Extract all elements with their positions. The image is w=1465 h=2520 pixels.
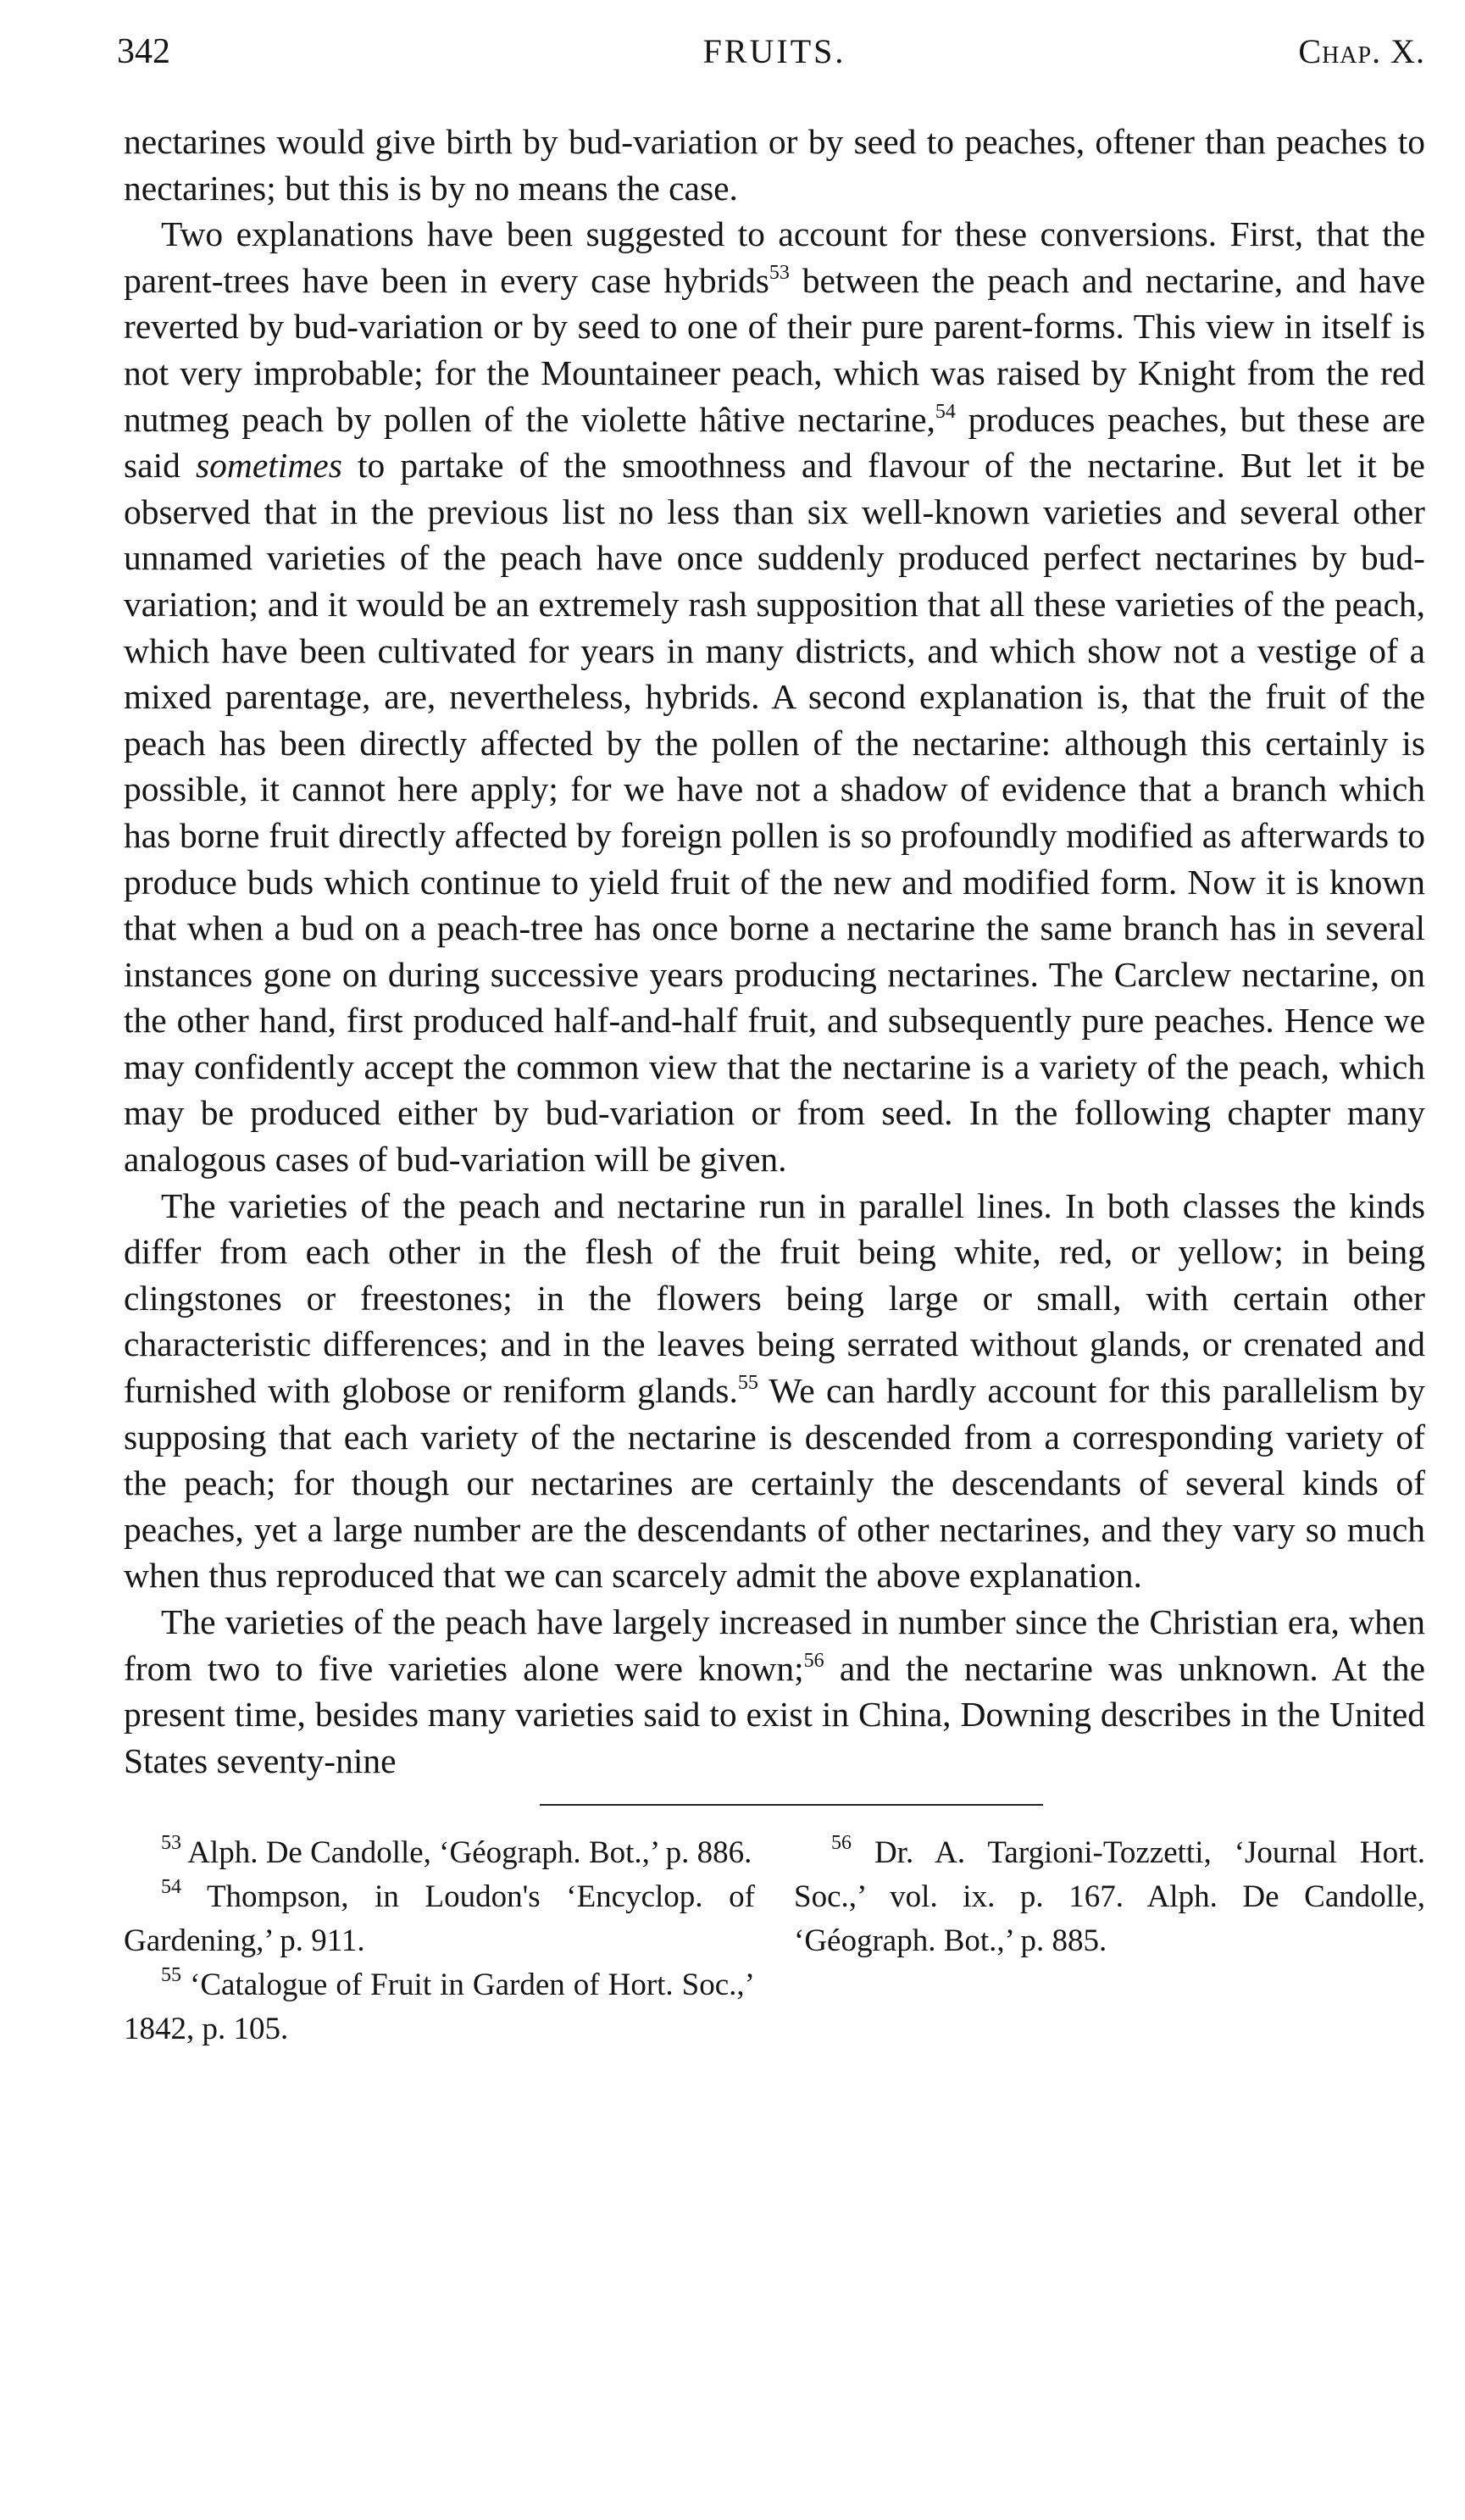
footnote-ref-53[interactable]: 53 xyxy=(769,261,790,284)
paragraph-continuation: nectarines would give birth by bud-variation or by seed to peaches, oftener than peaches to nectarines; but this is by no means the case. xyxy=(124,122,1425,208)
running-title: FRUITS. xyxy=(702,32,846,70)
chapter-label: Chap. X. xyxy=(1298,32,1425,70)
paragraph-parallel-lines: The varieties of the peach and nectarine run in parallel lines. In both classes the kinds differ from each other in the flesh of the fruit being white, red, or yellow; in being clingstones or freestones; in the flowers being large or small, with certain other characteristic differences; and in the leaves being serrated without glands, or crenated and furnished with globose or reniform glands.$^{55}$ We can hardly account for this parallelism by supposing that each variety of the nectarine is descended from a corresponding variety of the peach; for though our nectarines are certainly the descendants of several kinds of peaches, yet a large number are the descendants of other nectarines, and they vary so much when thus reproduced that we can scarcely admit the above explanation. xyxy=(124,1185,1425,1596)
footnotes xyxy=(124,1831,1425,2051)
book-page xyxy=(117,25,1425,2483)
emphasis-text: sometimes xyxy=(195,446,342,486)
footnote-ref-54[interactable]: 54 xyxy=(935,400,956,423)
footnote-53: $^{53}$ Alph. De Candolle, ‘Géograph. Bot.,’ p. 886. xyxy=(161,1832,752,1871)
footnote-54: $^{54}$ Thompson, in Loudon's ‘Encyclop. of Gardening,’ p. 911. xyxy=(124,1876,755,1959)
paragraph-varieties: The varieties of the peach have largely increased in number since the Christian era, when from two to five varieties alone were known;$^{56}$ and the nectarine was unknown. At the present time, besides many varieties said to exist in China, Downing describes in the United States seventy-nine xyxy=(124,1602,1425,1780)
footnote-56: $^{56}$ Dr. A. Targioni-Tozzetti, ‘Journal Hort. Soc.,’ vol. ix. p. 167. Alph. De Candolle, ‘Géograph. Bot.,’ p. 885. xyxy=(794,1832,1425,1959)
footnote-55: $^{55}$ ‘Catalogue of Fruit in Garden of Hort. Soc.,’ 1842, p. 105. xyxy=(124,1964,755,2047)
footnote-ref-56[interactable]: 56 xyxy=(803,1649,824,1672)
footnote-ref-55[interactable]: 55 xyxy=(737,1372,758,1395)
footnote-divider xyxy=(540,1804,1043,1806)
body-text xyxy=(124,119,1425,1784)
paragraph-explanations: Two explanations have been suggested to account for these conversions. First, that the parent-trees have been in every case hybrids$^{53}$ between the peach and nectarine, and have reverted by bud-variation or by seed to one of their pure parent-forms. This view in itself is not very improbable; for the Mountaineer peach, which was raised by Knight from the red nutmeg peach by pollen of the violette hâtive nectarine,$^{54}$ produces peaches, but these are said sometimes to partake of the smoothness and flavour of the nectarine. But let it be observed that in the previous list no less than six well-known varieties and several other unnamed varieties of the peach have once suddenly produced perfect nectarines by bud-variation; and it would be an extremely rash supposition that all these varieties of the peach, which have been cultivated for years in many districts, and which show not a vestige of a mixed parentage, are, nevertheless, hybrids. A second explanation is, that the fruit of the peach has been directly affected by the pollen of the nectarine: although this certainly is possible, it cannot here apply; for we have not a shadow of evidence that a branch which has borne fruit directly affected by foreign pollen is so profoundly modified as afterwards to produce buds which continue to yield fruit of the new and modified form. Now it is known that when a bud on a peach-tree has once borne a nectarine the same branch has in several instances gone on during successive years producing nectarines. The Carclew nectarine, on the other hand, first produced half-and-half fruit, and subsequently pure peaches. Hence we may confidently accept the common view that the nectarine is a variety of the peach, which may be produced either by bud-variation or from seed. In the following chapter many analogous cases of bud-variation will be given. xyxy=(124,214,1425,1180)
page-number: 342 xyxy=(117,32,170,71)
running-head xyxy=(117,25,1425,78)
